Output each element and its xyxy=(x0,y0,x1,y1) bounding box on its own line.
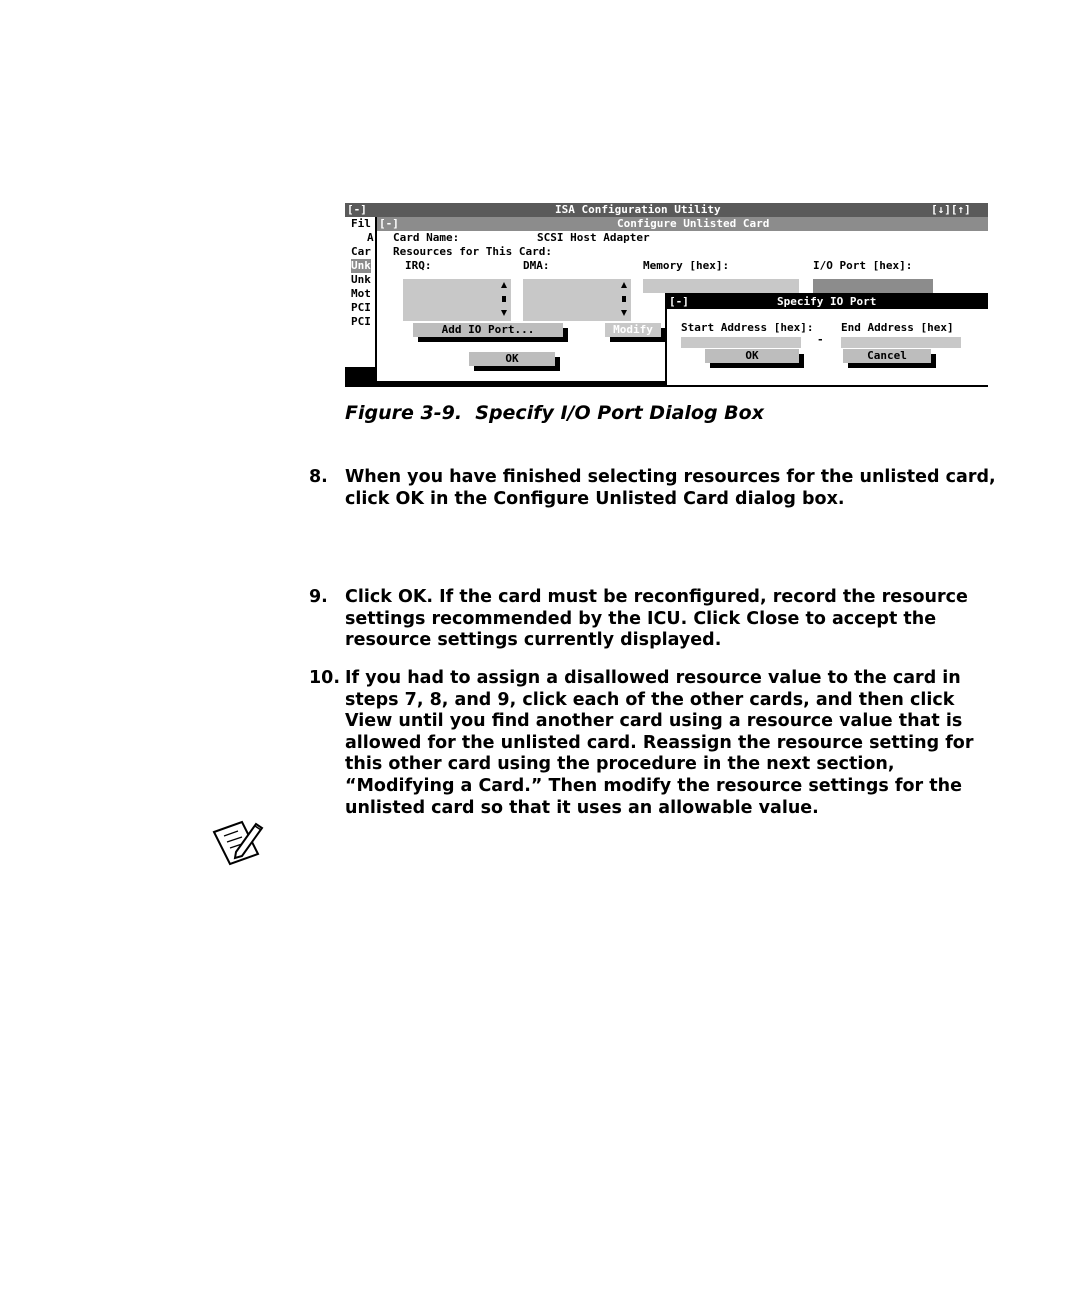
outer-sysmenu-button[interactable]: [-] xyxy=(347,203,367,216)
outer-scroll-buttons[interactable]: [↓][↑] xyxy=(931,203,971,216)
step-number: 9. xyxy=(309,587,328,607)
dma-listbox[interactable] xyxy=(523,279,631,321)
card-list-item[interactable]: Unk xyxy=(351,273,371,286)
figure-screenshot xyxy=(345,203,988,387)
dma-label: DMA: xyxy=(523,259,550,272)
step-8 xyxy=(309,467,999,510)
specify-io-port-dialog xyxy=(665,293,988,387)
configure-sysmenu-button[interactable]: [-] xyxy=(379,217,399,230)
address-separator: - xyxy=(817,333,824,346)
step-text: Click OK. If the card must be reconfigured, record the resource settings recommended by the ICU. Click Close to accept the resource settings currently displayed. xyxy=(345,587,968,651)
step-number: 8. xyxy=(309,467,328,487)
step-number: 10. xyxy=(309,668,341,688)
end-address-label: End Address [hex] xyxy=(841,321,954,334)
step-9 xyxy=(309,587,999,652)
outer-window-title: ISA Configuration Utility xyxy=(555,203,721,216)
specify-io-sysmenu-button[interactable]: [-] xyxy=(669,295,689,308)
card-list-item[interactable]: Mot xyxy=(351,287,371,300)
figure-caption: Figure 3-9. Specify I/O Port Dialog Box xyxy=(345,402,764,424)
step-text: When you have finished selecting resources for the unlisted card, click OK in the Configure Unlisted Card dialog box. xyxy=(345,467,996,509)
card-list-column xyxy=(345,217,379,387)
configure-dialog-title-bar xyxy=(377,217,988,231)
io-port-label: I/O Port [hex]: xyxy=(813,259,913,272)
card-list-item[interactable]: PCI xyxy=(351,315,371,328)
specify-io-title-bar xyxy=(667,295,988,309)
io-port-listbox[interactable] xyxy=(813,279,933,293)
irq-label: IRQ: xyxy=(405,259,432,272)
specify-io-cancel-button[interactable]: Cancel xyxy=(843,349,931,363)
card-list-item[interactable]: PCI xyxy=(351,301,371,314)
card-name-label: Card Name: xyxy=(393,231,460,244)
specify-io-ok-button[interactable]: OK xyxy=(705,349,799,363)
card-list-item: A xyxy=(367,231,374,244)
end-address-input[interactable] xyxy=(841,337,961,348)
add-io-port-button[interactable]: Add IO Port... xyxy=(413,323,563,337)
configure-dialog-title: Configure Unlisted Card xyxy=(617,217,770,230)
configure-ok-button[interactable]: OK xyxy=(469,352,555,366)
start-address-label: Start Address [hex]: xyxy=(681,321,814,334)
start-address-input[interactable] xyxy=(681,337,801,348)
memory-label: Memory [hex]: xyxy=(643,259,730,272)
card-list-item[interactable]: Car xyxy=(351,245,371,258)
irq-scrollbar-icon[interactable] xyxy=(497,279,511,321)
resources-label: Resources for This Card: xyxy=(393,245,552,258)
pencil-note-icon xyxy=(212,820,264,868)
card-name-value: SCSI Host Adapter xyxy=(537,231,650,244)
file-menu[interactable]: Fil xyxy=(351,217,371,230)
specify-io-title: Specify IO Port xyxy=(777,295,877,308)
memory-listbox[interactable] xyxy=(643,279,799,293)
outer-window-title-bar xyxy=(345,203,988,217)
step-10 xyxy=(309,668,999,819)
dma-scrollbar-icon[interactable] xyxy=(617,279,631,321)
modify-button[interactable]: Modify xyxy=(605,323,661,337)
step-text: If you had to assign a disallowed resource value to the card in steps 7, 8, and 9, click each of the other cards, and then click View until you find another card using a resource value that is allowed for the unlisted card. Reassign the resource setting for this other card using the procedure in the next section, “Modifying a Card.” Then modify the resource settings for the unlisted card so that it uses an allowable value. xyxy=(345,668,974,818)
irq-listbox[interactable] xyxy=(403,279,511,321)
card-list-item-selected[interactable]: Unk xyxy=(351,259,371,272)
